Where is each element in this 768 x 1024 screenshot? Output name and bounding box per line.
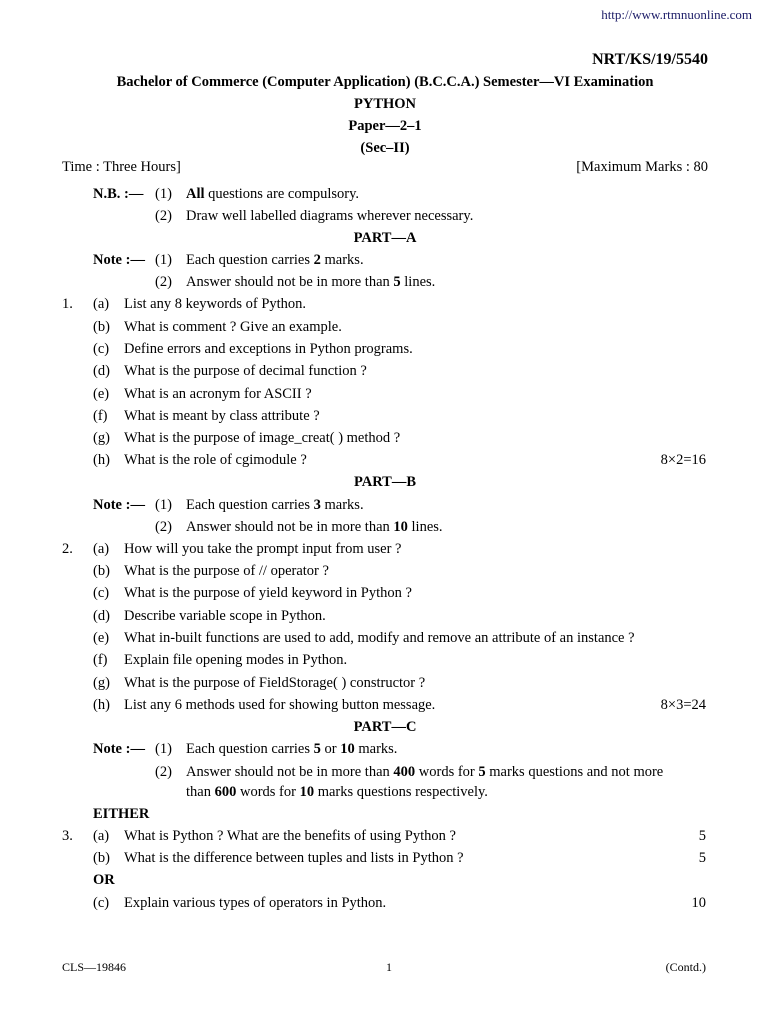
question-number: 1. <box>62 296 73 312</box>
question-text: List any 6 methods used for showing button message. <box>124 697 436 713</box>
sub-question-label: (h) <box>93 452 110 468</box>
question-number: 3. <box>62 828 73 844</box>
note-number: (2) <box>155 519 172 535</box>
note-text: Each question carries 5 or 10 marks. <box>186 741 398 757</box>
sub-question-label: (a) <box>93 296 110 312</box>
question-text: What is Python ? What are the benefits of using Python ? <box>124 828 456 844</box>
section-label: (Sec–II) <box>360 140 410 156</box>
note-number: (1) <box>155 741 172 757</box>
question-marks: 10 <box>691 895 706 911</box>
note-text-continued: than 600 words for 10 marks questions respectively. <box>186 784 488 800</box>
part-b-marks: 8×3=24 <box>660 697 706 713</box>
nb-item-number: (2) <box>155 208 172 224</box>
note-text: Answer should not be in more than 400 words for 5 marks questions and not more <box>186 764 664 780</box>
sub-question-label: (e) <box>93 386 110 402</box>
part-a-marks: 8×2=16 <box>660 452 706 468</box>
question-text: What is the purpose of image_creat( ) method ? <box>124 430 401 446</box>
sub-question-label: (h) <box>93 697 110 713</box>
sub-question-label: (d) <box>93 608 110 624</box>
sub-question-label: (c) <box>93 585 110 601</box>
note-text: Each question carries 3 marks. <box>186 497 364 513</box>
question-text: What in-built functions are used to add, modify and remove an attribute of an instance ? <box>124 630 635 646</box>
question-text: What is the difference between tuples and lists in Python ? <box>124 850 464 866</box>
exam-title: Bachelor of Commerce (Computer Application) (B.C.C.A.) Semester—VI Examination <box>116 74 654 90</box>
nb-item-text: All questions are compulsory. <box>186 186 360 202</box>
sub-question-label: (d) <box>93 363 110 379</box>
note-number: (1) <box>155 252 172 268</box>
question-text: What is the purpose of FieldStorage( ) constructor ? <box>124 675 426 691</box>
or-label: OR <box>93 872 115 888</box>
max-marks-label: [Maximum Marks : 80 <box>576 159 708 175</box>
part-a-title: PART—A <box>353 230 417 246</box>
question-text: What is the purpose of // operator ? <box>124 563 329 579</box>
part-c-note-label: Note :— <box>93 741 145 757</box>
note-number: (2) <box>155 274 172 290</box>
nb-item-text: Draw well labelled diagrams wherever necessary. <box>186 208 474 224</box>
note-text: Each question carries 2 marks. <box>186 252 364 268</box>
question-text: What is the role of cgimodule ? <box>124 452 307 468</box>
sub-question-label: (b) <box>93 319 110 335</box>
question-text: Define errors and exceptions in Python programs. <box>124 341 413 357</box>
sub-question-label: (g) <box>93 675 110 691</box>
part-b-title: PART—B <box>353 474 417 490</box>
time-label: Time : Three Hours] <box>62 159 181 175</box>
question-text: Explain file opening modes in Python. <box>124 652 348 668</box>
sub-question-label: (c) <box>93 895 110 911</box>
sub-question-label: (g) <box>93 430 110 446</box>
part-c-title: PART—C <box>353 719 417 735</box>
question-text: Describe variable scope in Python. <box>124 608 326 624</box>
nb-label: N.B. :— <box>93 186 144 202</box>
paper-code: NRT/KS/19/5540 <box>592 51 708 68</box>
sub-question-label: (b) <box>93 563 110 579</box>
sub-question-label: (a) <box>93 828 110 844</box>
question-text: List any 8 keywords of Python. <box>124 296 307 312</box>
question-number: 2. <box>62 541 73 557</box>
note-number: (1) <box>155 497 172 513</box>
contd-label: (Contd.) <box>665 960 706 974</box>
question-text: What is the purpose of yield keyword in Python ? <box>124 585 412 601</box>
question-text: What is an acronym for ASCII ? <box>124 386 312 402</box>
part-a-note-label: Note :— <box>93 252 145 268</box>
sub-question-label: (f) <box>93 408 108 424</box>
sub-question-label: (c) <box>93 341 110 357</box>
question-marks: 5 <box>698 850 706 866</box>
sub-question-label: (b) <box>93 850 110 866</box>
sub-question-label: (f) <box>93 652 108 668</box>
subject-title: PYTHON <box>353 96 417 112</box>
either-label: EITHER <box>93 806 150 822</box>
nb-item-number: (1) <box>155 186 172 202</box>
note-text: Answer should not be in more than 5 lines. <box>186 274 436 290</box>
question-text: Explain various types of operators in Python. <box>124 895 387 911</box>
question-text: What is the purpose of decimal function ? <box>124 363 367 379</box>
sub-question-label: (e) <box>93 630 110 646</box>
paper-number: Paper—2–1 <box>348 118 422 134</box>
question-text: How will you take the prompt input from user ? <box>124 541 402 557</box>
sub-question-label: (a) <box>93 541 110 557</box>
question-text: What is comment ? Give an example. <box>124 319 342 335</box>
page-number: 1 <box>386 960 392 974</box>
question-marks: 5 <box>698 828 706 844</box>
question-text: What is meant by class attribute ? <box>124 408 320 424</box>
part-b-note-label: Note :— <box>93 497 145 513</box>
note-text: Answer should not be in more than 10 lines. <box>186 519 443 535</box>
source-url-link[interactable]: http://www.rtmnuonline.com <box>601 7 752 22</box>
note-number: (2) <box>155 764 172 780</box>
footer-code: CLS—19846 <box>62 960 127 974</box>
